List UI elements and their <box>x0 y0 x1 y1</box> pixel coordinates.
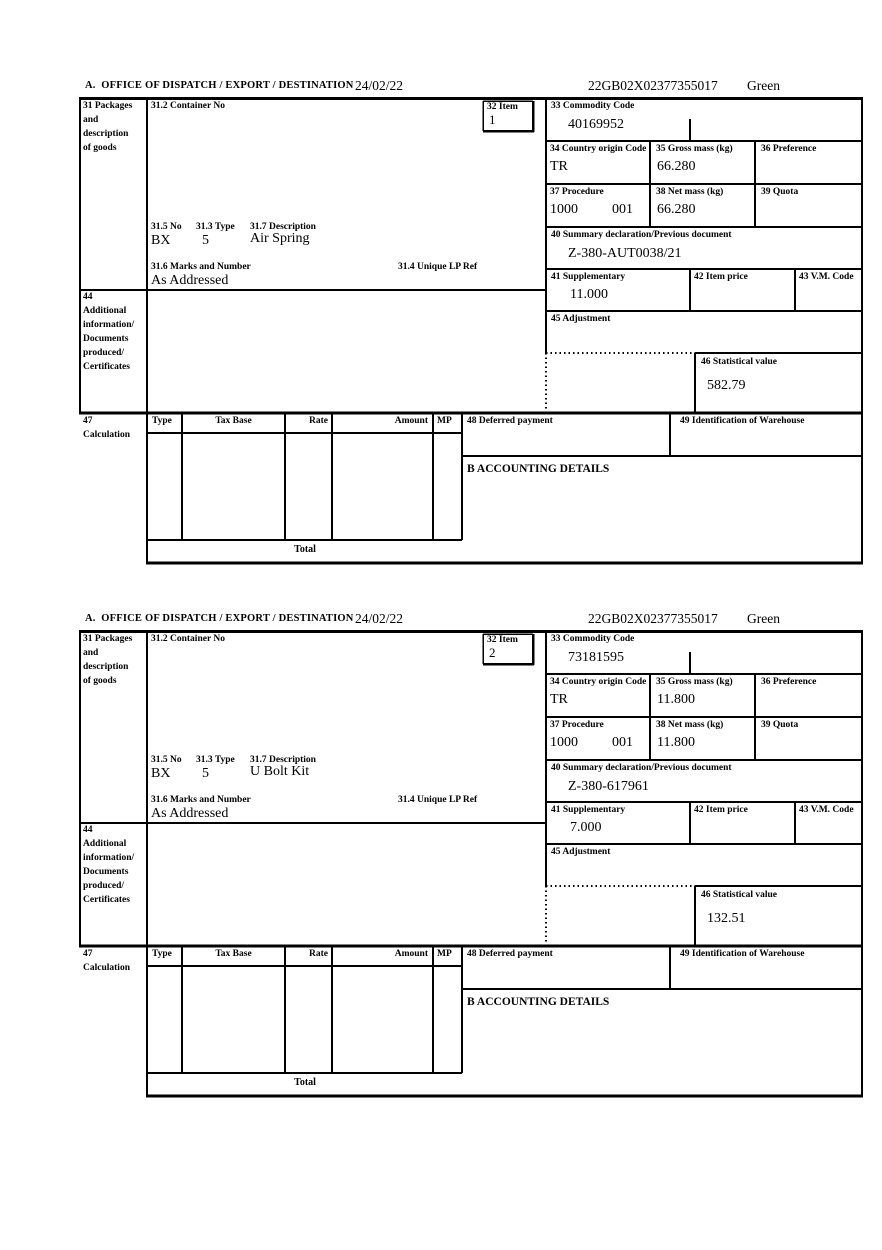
vm-code-label: 43 V.M. Code <box>799 272 854 282</box>
box44-label-line: 44 <box>83 825 93 835</box>
packages-type-value: 5 <box>202 233 209 248</box>
supplementary-label: 41 Supplementary <box>551 272 626 282</box>
commodity-code-label: 33 Commodity Code <box>551 101 635 111</box>
commodity-code-label: 33 Commodity Code <box>551 634 635 644</box>
calc-col-type: Type <box>152 416 172 426</box>
goods-description-value: U Bolt Kit <box>250 764 310 779</box>
declaration-item-section-1 <box>0 79 882 581</box>
routing-status: Green <box>747 611 780 626</box>
quota-label: 39 Quota <box>761 720 799 730</box>
procedure-label: 37 Procedure <box>550 187 604 197</box>
calc-col-tax-base: Tax Base <box>215 949 252 959</box>
calc-col-amount: Amount <box>394 949 428 959</box>
deferred-payment-label: 48 Deferred payment <box>467 416 553 426</box>
packages-no-label: 31.5 No <box>151 755 182 765</box>
accounting-details-label: B ACCOUNTING DETAILS <box>467 463 610 475</box>
adjustment-label: 45 Adjustment <box>551 314 611 324</box>
box47-label-line: Calculation <box>83 430 130 440</box>
supplementary-value: 7.000 <box>570 820 602 835</box>
supplementary-label: 41 Supplementary <box>551 805 626 815</box>
packages-no-value: BX <box>151 766 171 781</box>
item-price-label: 42 Item price <box>694 272 748 282</box>
box44-label-line: produced/ <box>83 348 125 358</box>
warehouse-id-label: 49 Identification of Warehouse <box>680 416 805 426</box>
summary-declaration-label: 40 Summary declaration/Previous document <box>551 763 732 773</box>
accounting-details-label: B ACCOUNTING DETAILS <box>467 996 610 1008</box>
procedure-code2-value: 001 <box>612 202 633 217</box>
packages-no-value: BX <box>151 233 171 248</box>
unique-lp-ref-label: 31.4 Unique LP Ref <box>398 795 478 805</box>
box31-label-line: description <box>83 129 129 139</box>
office-of-dispatch-title: A. OFFICE OF DISPATCH / EXPORT / DESTINATION <box>85 613 354 624</box>
net-mass-label: 38 Net mass (kg) <box>656 187 724 197</box>
net-mass-label: 38 Net mass (kg) <box>656 720 724 730</box>
deferred-payment-label: 48 Deferred payment <box>467 949 553 959</box>
summary-declaration-value: Z-380-617961 <box>568 779 649 794</box>
box44-label-line: Documents <box>83 334 129 344</box>
calc-col-type: Type <box>152 949 172 959</box>
goods-description-value: Air Spring <box>250 231 310 246</box>
calc-col-rate: Rate <box>309 416 328 426</box>
marks-number-label: 31.6 Marks and Number <box>151 795 251 805</box>
quota-label: 39 Quota <box>761 187 799 197</box>
country-origin-label: 34 Country origin Code <box>550 677 647 687</box>
procedure-label: 37 Procedure <box>550 720 604 730</box>
box31-label-line: description <box>83 662 129 672</box>
country-origin-value: TR <box>550 159 568 174</box>
vm-code-label: 43 V.M. Code <box>799 805 854 815</box>
procedure-code-value: 1000 <box>550 202 578 217</box>
box31-label-line: and <box>83 648 99 658</box>
box44-label-line: information/ <box>83 853 135 863</box>
office-of-dispatch-title: A. OFFICE OF DISPATCH / EXPORT / DESTINATION <box>85 80 354 91</box>
marks-number-value: As Addressed <box>151 806 229 821</box>
declaration-date: 24/02/22 <box>355 611 404 626</box>
supplementary-value: 11.000 <box>570 287 608 302</box>
calc-col-mp: MP <box>437 949 452 959</box>
calc-col-amount: Amount <box>394 416 428 426</box>
adjustment-label: 45 Adjustment <box>551 847 611 857</box>
movement-reference-number: 22GB02X02377355017 <box>588 78 718 93</box>
box44-label-line: Certificates <box>83 895 130 905</box>
box47-label-line: 47 <box>83 416 93 426</box>
box31-label-line: of goods <box>83 143 117 153</box>
statistical-value: 582.79 <box>707 378 746 393</box>
packages-type-label: 31.3 Type <box>196 755 235 765</box>
unique-lp-ref-label: 31.4 Unique LP Ref <box>398 262 478 272</box>
routing-status: Green <box>747 78 780 93</box>
packages-type-value: 5 <box>202 766 209 781</box>
country-origin-label: 34 Country origin Code <box>550 144 647 154</box>
gross-mass-value: 66.280 <box>657 159 696 174</box>
box44-label-line: 44 <box>83 292 93 302</box>
box44-label-line: information/ <box>83 320 135 330</box>
statistical-value: 132.51 <box>707 911 746 926</box>
preference-label: 36 Preference <box>761 677 817 687</box>
calc-col-mp: MP <box>437 416 452 426</box>
box31-label-line: of goods <box>83 676 117 686</box>
box31-label-line: 31 Packages <box>83 634 133 644</box>
box47-label-line: Calculation <box>83 963 130 973</box>
packages-no-label: 31.5 No <box>151 222 182 232</box>
calc-total-label: Total <box>294 1077 316 1088</box>
calc-col-tax-base: Tax Base <box>215 416 252 426</box>
gross-mass-value: 11.800 <box>657 692 695 707</box>
marks-number-label: 31.6 Marks and Number <box>151 262 251 272</box>
item-price-label: 42 Item price <box>694 805 748 815</box>
item-number-value: 1 <box>489 112 496 127</box>
procedure-code-value: 1000 <box>550 735 578 750</box>
container-no-label: 31.2 Container No <box>151 634 225 644</box>
declaration-date: 24/02/22 <box>355 78 404 93</box>
goods-description-label: 31.7 Description <box>250 755 316 765</box>
box44-label-line: Certificates <box>83 362 130 372</box>
box31-label-line: and <box>83 115 99 125</box>
calc-col-rate: Rate <box>309 949 328 959</box>
marks-number-value: As Addressed <box>151 273 229 288</box>
commodity-code-value: 40169952 <box>568 117 624 132</box>
gross-mass-label: 35 Gross mass (kg) <box>656 144 733 154</box>
commodity-code-value: 73181595 <box>568 650 624 665</box>
goods-description-label: 31.7 Description <box>250 222 316 232</box>
box44-label-line: Documents <box>83 867 129 877</box>
item-number-value: 2 <box>489 645 496 660</box>
box47-label-line: 47 <box>83 949 93 959</box>
statistical-value-label: 46 Statistical value <box>701 357 777 367</box>
summary-declaration-value: Z-380-AUT0038/21 <box>568 246 682 261</box>
declaration-item-section-2 <box>0 612 882 1114</box>
box31-label-line: 31 Packages <box>83 101 133 111</box>
net-mass-value: 66.280 <box>657 202 696 217</box>
box44-label-line: produced/ <box>83 881 125 891</box>
country-origin-value: TR <box>550 692 568 707</box>
procedure-code2-value: 001 <box>612 735 633 750</box>
calc-total-label: Total <box>294 544 316 555</box>
summary-declaration-label: 40 Summary declaration/Previous document <box>551 230 732 240</box>
preference-label: 36 Preference <box>761 144 817 154</box>
box44-label-line: Additional <box>83 306 127 316</box>
item-box-label: 32 Item <box>487 635 518 645</box>
item-box-label: 32 Item <box>487 102 518 112</box>
net-mass-value: 11.800 <box>657 735 695 750</box>
statistical-value-label: 46 Statistical value <box>701 890 777 900</box>
warehouse-id-label: 49 Identification of Warehouse <box>680 949 805 959</box>
container-no-label: 31.2 Container No <box>151 101 225 111</box>
box44-label-line: Additional <box>83 839 127 849</box>
movement-reference-number: 22GB02X02377355017 <box>588 611 718 626</box>
gross-mass-label: 35 Gross mass (kg) <box>656 677 733 687</box>
packages-type-label: 31.3 Type <box>196 222 235 232</box>
